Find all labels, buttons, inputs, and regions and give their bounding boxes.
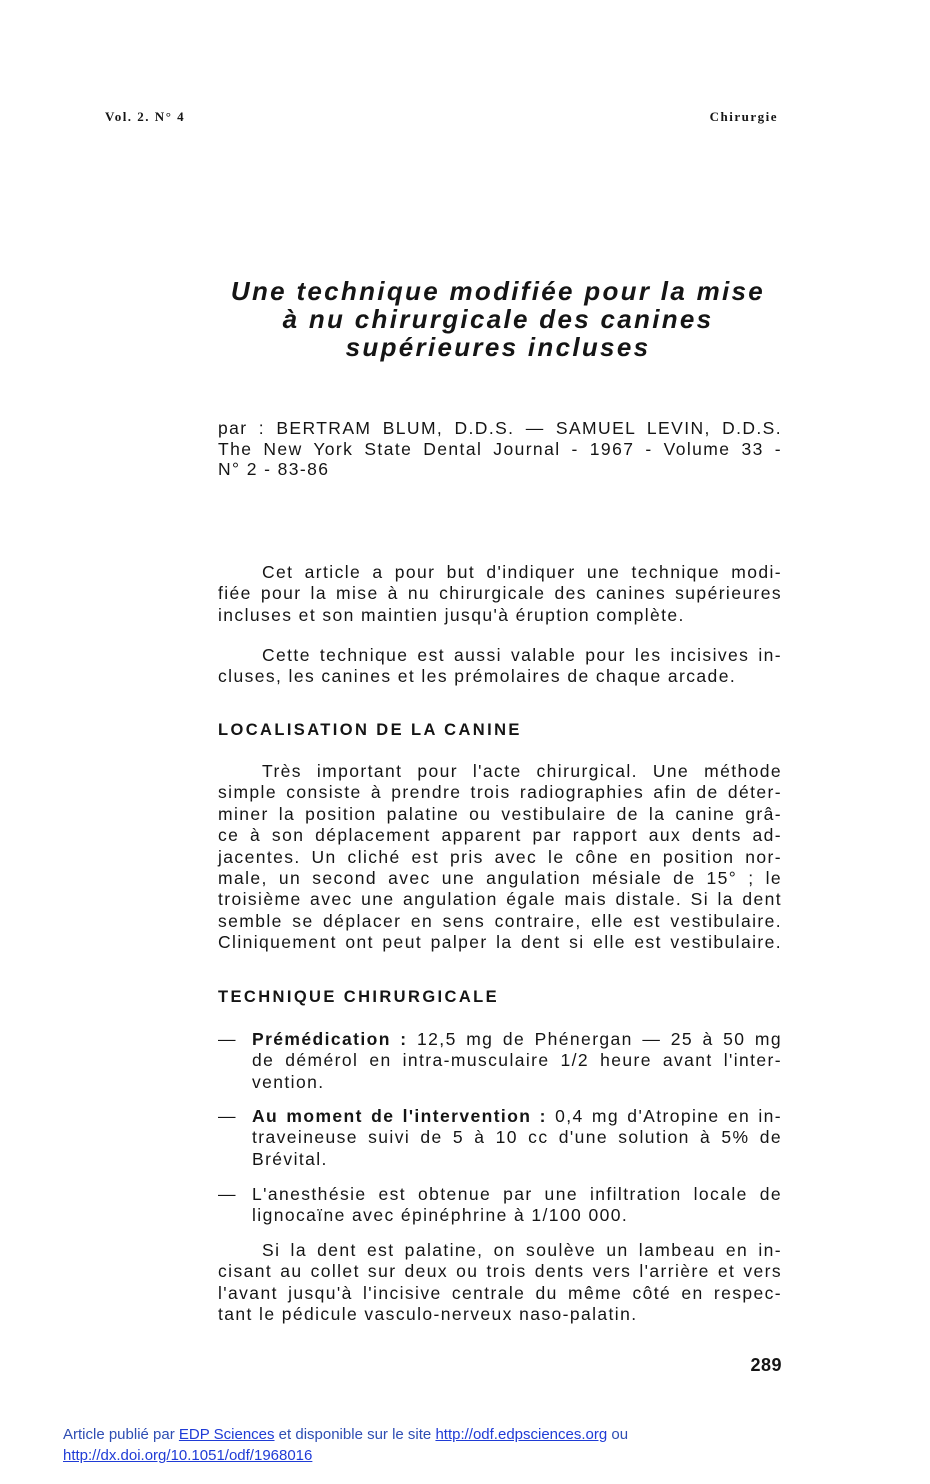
- localisation-paragraph: [218, 761, 782, 954]
- list-item: [218, 1184, 782, 1227]
- paragraph-line: Cliniquement ont peut palper la dent si elle est vestibulaire.: [218, 932, 782, 953]
- title-line: supérieures incluses: [345, 332, 651, 362]
- list-item-first-line: [252, 1106, 782, 1127]
- intro-paragraph: [218, 645, 782, 688]
- list-dash: —: [218, 1106, 237, 1126]
- paragraph-line: jacentes. Un cliché est pris avec le cône en position nor-: [218, 846, 782, 867]
- footer-text: ou: [607, 1426, 629, 1443]
- paragraph-line: ce à son déplacement apparent par rapport aux dents ad-: [218, 825, 782, 846]
- paragraph-line: cluses, les canines et les prémolaires de chaque arcade.: [218, 666, 737, 687]
- intro-paragraph: [218, 562, 782, 626]
- list-item: [218, 1029, 782, 1093]
- paragraph-line: miner la position palatine ou vestibulaire de la canine grâ-: [218, 803, 782, 824]
- paragraph-line: Cet article a pour but d'indiquer une technique modi-: [262, 562, 782, 582]
- byline: [218, 418, 782, 480]
- page-number: 289: [750, 1355, 782, 1375]
- paragraph-line: incluses et son maintien jusqu'à éruption complète.: [218, 604, 685, 625]
- section-heading: LOCALISATION DE LA CANINE: [218, 721, 522, 739]
- paragraph-line: l'avant jusqu'à l'incisive centrale du même côté en respec-: [218, 1282, 782, 1303]
- list-item-first-line: [252, 1029, 782, 1050]
- list-item-text: 12,5 mg de Phénergan — 25 à 50 mg: [417, 1029, 782, 1049]
- publisher-link[interactable]: EDP Sciences: [178, 1426, 275, 1443]
- article-title: [218, 277, 778, 361]
- list-item-line: lignocaïne avec épinéphrine à 1/100 000.: [252, 1205, 629, 1226]
- list-item-line: de démérol en intra-musculaire 1/2 heure avant l'inter-: [252, 1050, 782, 1071]
- section-heading: TECHNIQUE CHIRURGICALE: [218, 988, 500, 1006]
- volume-issue: Vol. 2. N° 4: [105, 109, 186, 124]
- paragraph-line: Si la dent est palatine, on soulève un lambeau en in-: [262, 1240, 782, 1260]
- footer-text: et disponible sur le site: [274, 1426, 436, 1443]
- list-item-label: Au moment de l'intervention :: [252, 1106, 547, 1126]
- list-item-line: traveineuse suivi de 5 à 10 cc d'une solution à 5% de: [252, 1127, 782, 1148]
- paragraph-line: male, un second avec une angulation mésiale de 15° ; le: [218, 868, 782, 889]
- paragraph-line: tant le pédicule vasculo-nerveux naso-palatin.: [218, 1304, 638, 1325]
- list-dash: —: [218, 1029, 237, 1049]
- byline-authors: par : BERTRAM BLUM, D.D.S. — SAMUEL LEVIN, D.D.S.: [218, 418, 782, 438]
- title-line: Une technique modifiée pour la mise: [230, 276, 766, 306]
- footer-line: [63, 1424, 628, 1445]
- paragraph-line: Cette technique est aussi valable pour les incisives in-: [262, 645, 782, 665]
- paragraph-line: cisant au collet sur deux ou trois dents vers l'arrière et vers: [218, 1261, 782, 1282]
- list-item-first-line: L'anesthésie est obtenue par une infiltration locale de: [252, 1184, 782, 1204]
- paragraph-line: troisième avec une angulation égale mais distale. Si la dent: [218, 889, 782, 910]
- technique-paragraph: [218, 1240, 782, 1326]
- footer-line: [63, 1445, 628, 1466]
- footer-text: Article publié par: [63, 1426, 179, 1443]
- doi-link[interactable]: http://dx.doi.org/10.1051/odf/1968016: [63, 1447, 313, 1464]
- list-dash: —: [218, 1184, 237, 1204]
- list-item: [218, 1106, 782, 1170]
- byline-pages: N° 2 - 83-86: [218, 459, 330, 479]
- title-line: à nu chirurgicale des canines: [282, 304, 714, 334]
- list-item-text: 0,4 mg d'Atropine en in-: [555, 1106, 783, 1126]
- footer-notice: [63, 1424, 628, 1466]
- list-item-label: Prémédication :: [252, 1029, 408, 1049]
- section-name: Chirurgie: [709, 109, 778, 124]
- site-link[interactable]: http://odf.edpsciences.org: [435, 1426, 608, 1443]
- paragraph-line: simple consiste à prendre trois radiographies afin de déter-: [218, 782, 782, 803]
- byline-source: The New York State Dental Journal - 1967 - Volume 33 -: [218, 438, 782, 459]
- paragraph-line: fiée pour la mise à nu chirurgicale des canines supérieures: [218, 583, 782, 604]
- paragraph-line: semble se déplacer en sens contraire, elle est vestibulaire.: [218, 910, 782, 931]
- list-item-line: vention.: [252, 1071, 325, 1092]
- list-item-line: Brévital.: [252, 1148, 328, 1169]
- paragraph-line: Très important pour l'acte chirurgical. Une méthode: [262, 761, 782, 781]
